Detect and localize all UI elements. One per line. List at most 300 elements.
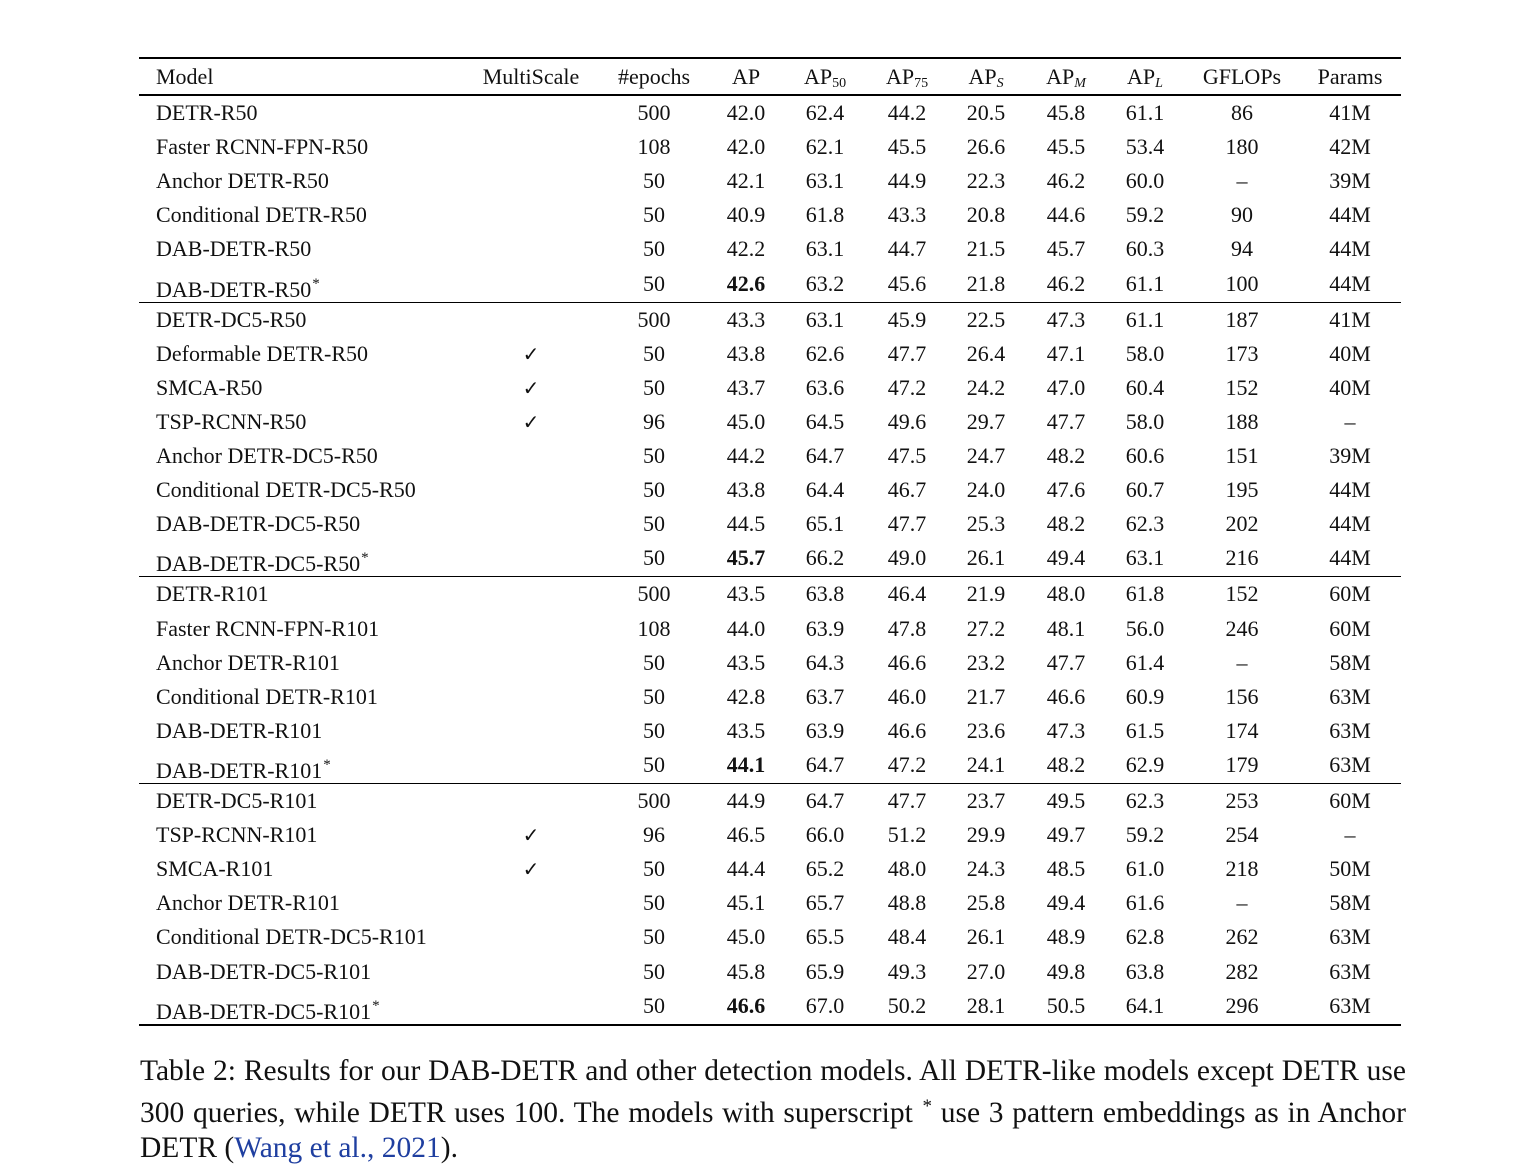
cell-ap75: 49.6 bbox=[887, 408, 927, 434]
header-ap50: $AP_{50}$ bbox=[803, 64, 847, 91]
cell-apm: 48.2 bbox=[1046, 751, 1086, 777]
cell-ap50: 64.7 bbox=[805, 443, 845, 468]
cell-apl: 58.0 bbox=[1125, 408, 1165, 434]
cell-params: 40M bbox=[1329, 340, 1371, 366]
cell-params: 58M bbox=[1329, 649, 1371, 675]
cell-params: 63M bbox=[1329, 751, 1371, 777]
header-params: Params bbox=[1317, 64, 1383, 89]
cell-ap: 46.5 bbox=[726, 822, 766, 848]
table-row bbox=[139, 405, 1401, 439]
cell-epochs: 50 bbox=[643, 649, 665, 675]
cell-params: 60M bbox=[1329, 581, 1371, 607]
cell-apm: 45.8 bbox=[1046, 100, 1086, 125]
cell-apl: 60.7 bbox=[1125, 477, 1165, 503]
table-row bbox=[139, 96, 1401, 130]
cell-apl: 60.0 bbox=[1125, 168, 1165, 194]
cell-ap50: 63.1 bbox=[805, 236, 845, 262]
cell-gflops: – bbox=[1236, 168, 1248, 194]
cell-gflops: 188 bbox=[1225, 408, 1259, 434]
cell-aps: 24.7 bbox=[966, 443, 1006, 468]
cell-ap50: 67.0 bbox=[805, 992, 845, 1018]
cell-apl: 59.2 bbox=[1125, 822, 1165, 848]
cell-apl: 63.8 bbox=[1125, 958, 1165, 984]
cell-apm: 47.1 bbox=[1046, 340, 1086, 366]
cell-ap75: 46.0 bbox=[887, 683, 927, 709]
cell-ap75: 47.2 bbox=[887, 751, 927, 777]
cell-gflops: 254 bbox=[1225, 822, 1259, 848]
table-row bbox=[139, 439, 1401, 473]
table-row bbox=[139, 612, 1401, 646]
cell-aps: 21.8 bbox=[966, 270, 1006, 296]
cell-gflops: – bbox=[1236, 649, 1248, 675]
cell-ap75: 47.7 bbox=[887, 511, 927, 537]
cell-ap: 44.2 bbox=[726, 443, 766, 468]
cell-aps: 27.2 bbox=[966, 615, 1006, 641]
cell-ap: 42.8 bbox=[726, 683, 766, 709]
cell-ap: 40.9 bbox=[726, 202, 766, 228]
header-apm: $AP_M$ bbox=[1046, 64, 1086, 91]
model-name: Faster RCNN-FPN-R50 bbox=[156, 134, 369, 160]
cell-apl: 61.1 bbox=[1125, 270, 1165, 296]
cell-params: 44M bbox=[1329, 202, 1371, 228]
superscript-star: * bbox=[312, 275, 320, 292]
cell-apl: 64.1 bbox=[1125, 992, 1165, 1018]
cell-params: 39M bbox=[1329, 168, 1371, 194]
cell-ap75: 46.7 bbox=[887, 477, 927, 503]
cell-epochs: 50 bbox=[643, 340, 665, 366]
model-name: DAB-DETR-R101* bbox=[156, 756, 331, 783]
cell-params: 41M bbox=[1329, 306, 1371, 332]
superscript-star: * bbox=[372, 997, 380, 1014]
cell-ap50: 65.5 bbox=[805, 924, 845, 950]
table-row bbox=[139, 164, 1401, 198]
cell-aps: 23.7 bbox=[966, 788, 1006, 813]
cell-ap: 42.0 bbox=[726, 134, 766, 160]
cell-apm: 46.2 bbox=[1046, 168, 1086, 194]
table-row bbox=[139, 748, 1401, 782]
multiscale-check-icon: ✓ bbox=[522, 823, 540, 848]
cell-ap50: 66.0 bbox=[805, 822, 845, 848]
cell-apl: 60.3 bbox=[1125, 236, 1165, 262]
cell-epochs: 50 bbox=[643, 856, 665, 882]
cell-params: 44M bbox=[1329, 511, 1371, 537]
cell-ap75: 51.2 bbox=[887, 822, 927, 848]
cell-apm: 47.3 bbox=[1046, 306, 1086, 332]
model-name: Anchor DETR-R50 bbox=[156, 168, 329, 194]
cell-epochs: 50 bbox=[643, 168, 665, 194]
cell-params: 44M bbox=[1329, 236, 1371, 262]
cell-params: – bbox=[1344, 822, 1356, 848]
model-name: DETR-R50 bbox=[156, 100, 258, 125]
cell-ap50: 62.4 bbox=[805, 100, 845, 125]
cell-gflops: 195 bbox=[1225, 477, 1259, 503]
table-row bbox=[139, 714, 1401, 748]
cell-ap75: 50.2 bbox=[887, 992, 927, 1018]
cell-gflops: 156 bbox=[1225, 683, 1259, 709]
cell-aps: 23.2 bbox=[966, 649, 1006, 675]
multiscale-check-icon: ✓ bbox=[522, 375, 540, 400]
cell-gflops: 100 bbox=[1225, 270, 1259, 296]
table-row bbox=[139, 989, 1401, 1023]
cell-ap: 43.3 bbox=[726, 306, 766, 332]
table-row bbox=[139, 507, 1401, 541]
cell-epochs: 50 bbox=[643, 270, 665, 296]
cell-epochs: 50 bbox=[643, 202, 665, 228]
cell-gflops: 202 bbox=[1225, 511, 1259, 537]
cell-params: 63M bbox=[1329, 992, 1371, 1018]
cell-ap: 42.1 bbox=[726, 168, 766, 194]
cell-apm: 49.5 bbox=[1046, 788, 1086, 813]
model-name: Conditional DETR-DC5-R101 bbox=[156, 924, 427, 950]
cell-ap: 45.8 bbox=[726, 958, 766, 984]
cell-apm: 45.5 bbox=[1046, 134, 1086, 160]
cell-aps: 28.1 bbox=[966, 992, 1006, 1018]
model-name: DAB-DETR-R50* bbox=[156, 275, 320, 302]
cell-ap50: 63.1 bbox=[805, 306, 845, 332]
cell-epochs: 50 bbox=[643, 236, 665, 262]
cell-aps: 24.0 bbox=[966, 477, 1006, 503]
header-epochs: #epochs bbox=[617, 64, 691, 89]
model-name: Conditional DETR-R101 bbox=[156, 683, 378, 709]
cell-ap50: 63.7 bbox=[805, 683, 845, 709]
header-apl: $AP_L$ bbox=[1127, 64, 1163, 91]
cell-ap50: 66.2 bbox=[805, 545, 845, 571]
cell-gflops: 262 bbox=[1225, 924, 1259, 950]
cell-epochs: 500 bbox=[637, 306, 671, 332]
cell-aps: 26.1 bbox=[966, 924, 1006, 950]
cell-params: 60M bbox=[1329, 788, 1371, 813]
cell-ap: 45.7 bbox=[726, 545, 766, 571]
cell-ap: 45.0 bbox=[726, 408, 766, 434]
table-row bbox=[139, 955, 1401, 989]
cell-ap50: 61.8 bbox=[805, 202, 845, 228]
cell-aps: 22.5 bbox=[966, 306, 1006, 332]
cell-ap50: 62.6 bbox=[805, 340, 845, 366]
cell-apm: 46.6 bbox=[1046, 683, 1086, 709]
cell-apl: 62.8 bbox=[1125, 924, 1165, 950]
cell-gflops: 246 bbox=[1225, 615, 1259, 641]
cell-params: 63M bbox=[1329, 683, 1371, 709]
header-model: Model bbox=[156, 64, 214, 89]
model-name: DETR-DC5-R50 bbox=[156, 306, 307, 332]
cell-aps: 21.5 bbox=[966, 236, 1006, 262]
cell-ap50: 64.3 bbox=[805, 649, 845, 675]
table-row bbox=[139, 473, 1401, 507]
cell-aps: 26.1 bbox=[966, 545, 1006, 571]
cell-ap75: 48.8 bbox=[887, 890, 927, 916]
cell-params: 44M bbox=[1329, 545, 1371, 571]
cell-ap75: 45.5 bbox=[887, 134, 927, 160]
cell-params: – bbox=[1344, 408, 1356, 434]
table-row bbox=[139, 852, 1401, 886]
cell-apl: 61.1 bbox=[1125, 306, 1165, 332]
cell-ap50: 64.7 bbox=[805, 751, 845, 777]
cell-ap: 43.5 bbox=[726, 649, 766, 675]
cell-apl: 56.0 bbox=[1125, 615, 1165, 641]
cell-gflops: 152 bbox=[1225, 581, 1259, 607]
cell-aps: 27.0 bbox=[966, 958, 1006, 984]
superscript-star: * bbox=[323, 756, 331, 773]
cell-gflops: 187 bbox=[1225, 306, 1259, 332]
cell-apm: 50.5 bbox=[1046, 992, 1086, 1018]
cell-apl: 61.6 bbox=[1125, 890, 1165, 916]
cell-ap50: 63.6 bbox=[805, 374, 845, 400]
cell-apl: 62.3 bbox=[1125, 788, 1165, 813]
cell-ap50: 63.9 bbox=[805, 717, 845, 743]
header-ap: AP bbox=[731, 64, 761, 89]
cell-epochs: 50 bbox=[643, 890, 665, 916]
cell-gflops: 94 bbox=[1231, 236, 1253, 262]
cell-ap: 43.8 bbox=[726, 340, 766, 366]
table-row bbox=[139, 784, 1401, 818]
cell-aps: 29.9 bbox=[966, 822, 1006, 848]
table-row bbox=[139, 541, 1401, 575]
model-name: TSP-RCNN-R50 bbox=[156, 408, 307, 434]
cell-params: 63M bbox=[1329, 958, 1371, 984]
model-name: Anchor DETR-R101 bbox=[156, 649, 340, 675]
header-aps: $AP_S$ bbox=[968, 64, 1004, 91]
model-name: Anchor DETR-R101 bbox=[156, 890, 340, 916]
cell-params: 63M bbox=[1329, 717, 1371, 743]
header-row bbox=[139, 60, 1401, 94]
cell-apl: 62.3 bbox=[1125, 511, 1165, 537]
model-name: Anchor DETR-DC5-R50 bbox=[156, 443, 378, 468]
cell-aps: 20.8 bbox=[966, 202, 1006, 228]
cell-ap50: 65.9 bbox=[805, 958, 845, 984]
cell-gflops: 296 bbox=[1225, 992, 1259, 1018]
cell-ap75: 43.3 bbox=[887, 202, 927, 228]
cell-ap75: 45.9 bbox=[887, 306, 927, 332]
multiscale-check-icon: ✓ bbox=[522, 341, 540, 366]
cell-ap50: 65.2 bbox=[805, 856, 845, 882]
table-row bbox=[139, 577, 1401, 611]
cell-params: 44M bbox=[1329, 477, 1371, 503]
cell-epochs: 50 bbox=[643, 511, 665, 537]
cell-epochs: 50 bbox=[643, 751, 665, 777]
model-name: DAB-DETR-R101 bbox=[156, 717, 323, 743]
model-name: SMCA-R101 bbox=[156, 856, 274, 882]
cell-epochs: 108 bbox=[637, 134, 671, 160]
cell-ap: 44.9 bbox=[726, 788, 766, 813]
cell-gflops: 216 bbox=[1225, 545, 1259, 571]
cell-gflops: 179 bbox=[1225, 751, 1259, 777]
cell-epochs: 50 bbox=[643, 477, 665, 503]
table-row bbox=[139, 198, 1401, 232]
cell-ap: 44.1 bbox=[726, 751, 766, 777]
cell-epochs: 50 bbox=[643, 683, 665, 709]
superscript-star: * bbox=[361, 550, 369, 567]
cell-epochs: 96 bbox=[643, 822, 665, 848]
cell-gflops: 180 bbox=[1225, 134, 1259, 160]
table-caption bbox=[140, 1054, 1406, 1166]
cell-apm: 49.4 bbox=[1046, 890, 1086, 916]
model-name: DETR-DC5-R101 bbox=[156, 788, 318, 813]
cell-aps: 24.1 bbox=[966, 751, 1006, 777]
cell-gflops: 152 bbox=[1225, 374, 1259, 400]
cell-ap50: 63.9 bbox=[805, 615, 845, 641]
cell-ap75: 44.7 bbox=[887, 236, 927, 262]
cell-gflops: 90 bbox=[1231, 202, 1253, 228]
cell-ap75: 47.7 bbox=[887, 340, 927, 366]
cell-gflops: 282 bbox=[1225, 958, 1259, 984]
cell-ap50: 64.5 bbox=[805, 408, 845, 434]
header-ap75: $AP_{75}$ bbox=[885, 64, 929, 91]
cell-epochs: 500 bbox=[637, 788, 671, 813]
table-row bbox=[139, 303, 1401, 337]
cell-apl: 59.2 bbox=[1125, 202, 1165, 228]
model-name: DAB-DETR-DC5-R50 bbox=[156, 511, 361, 537]
caption-text-2: use 3 pattern embeddings as in Anchor DETR ( bbox=[140, 1097, 1406, 1164]
cell-ap: 43.7 bbox=[726, 374, 766, 400]
cell-aps: 26.6 bbox=[966, 134, 1006, 160]
cell-params: 41M bbox=[1329, 100, 1371, 125]
cell-apm: 47.7 bbox=[1046, 649, 1086, 675]
multiscale-check-icon: ✓ bbox=[522, 409, 540, 434]
model-name: DAB-DETR-DC5-R50* bbox=[156, 550, 369, 577]
cell-params: 63M bbox=[1329, 924, 1371, 950]
cell-apm: 49.8 bbox=[1046, 958, 1086, 984]
cell-ap75: 49.3 bbox=[887, 958, 927, 984]
cell-params: 60M bbox=[1329, 615, 1371, 641]
cell-apm: 47.6 bbox=[1046, 477, 1086, 503]
cell-gflops: – bbox=[1236, 890, 1248, 916]
cell-apm: 49.7 bbox=[1046, 822, 1086, 848]
cell-apm: 44.6 bbox=[1046, 202, 1086, 228]
citation-link[interactable]: Wang et al., 2021 bbox=[234, 1132, 441, 1164]
cell-apl: 58.0 bbox=[1125, 340, 1165, 366]
model-name: DAB-DETR-R50 bbox=[156, 236, 312, 262]
cell-apl: 60.4 bbox=[1125, 374, 1165, 400]
model-name: Conditional DETR-DC5-R50 bbox=[156, 477, 416, 503]
cell-epochs: 50 bbox=[643, 924, 665, 950]
model-name: DAB-DETR-DC5-R101 bbox=[156, 958, 372, 984]
cell-apm: 48.2 bbox=[1046, 511, 1086, 537]
cell-ap75: 46.4 bbox=[887, 581, 927, 607]
bottom-rule bbox=[139, 1024, 1401, 1026]
cell-ap75: 48.0 bbox=[887, 856, 927, 882]
cell-aps: 22.3 bbox=[966, 168, 1006, 194]
cell-apm: 49.4 bbox=[1046, 545, 1086, 571]
top-rule bbox=[139, 57, 1401, 59]
cell-ap: 45.1 bbox=[726, 890, 766, 916]
cell-apm: 47.0 bbox=[1046, 374, 1086, 400]
cell-ap50: 65.1 bbox=[805, 511, 845, 537]
cell-apm: 47.7 bbox=[1046, 408, 1086, 434]
cell-ap75: 47.8 bbox=[887, 615, 927, 641]
cell-ap75: 47.5 bbox=[887, 443, 927, 468]
model-name: DETR-R101 bbox=[156, 581, 269, 607]
cell-gflops: 253 bbox=[1225, 788, 1259, 813]
cell-apm: 48.5 bbox=[1046, 856, 1086, 882]
model-name: SMCA-R50 bbox=[156, 374, 263, 400]
cell-apl: 60.9 bbox=[1125, 683, 1165, 709]
cell-epochs: 108 bbox=[637, 615, 671, 641]
cell-ap75: 46.6 bbox=[887, 649, 927, 675]
header-multiscale: MultiScale bbox=[482, 64, 580, 89]
multiscale-check-icon: ✓ bbox=[522, 857, 540, 882]
cell-ap: 42.2 bbox=[726, 236, 766, 262]
model-name: Faster RCNN-FPN-R101 bbox=[156, 615, 380, 641]
cell-ap50: 62.1 bbox=[805, 134, 845, 160]
cell-ap: 45.0 bbox=[726, 924, 766, 950]
cell-ap50: 63.1 bbox=[805, 168, 845, 194]
caption-text-1: Table 2: Results for our DAB-DETR and other detection models. All DETR-like models except DETR use 300 queries, while DETR uses 100. The models with superscript bbox=[140, 1055, 1406, 1129]
cell-ap50: 64.4 bbox=[805, 477, 845, 503]
cell-aps: 21.9 bbox=[966, 581, 1006, 607]
cell-params: 40M bbox=[1329, 374, 1371, 400]
cell-apl: 61.4 bbox=[1125, 649, 1165, 675]
cell-aps: 24.3 bbox=[966, 856, 1006, 882]
cell-epochs: 50 bbox=[643, 958, 665, 984]
table-row bbox=[139, 130, 1401, 164]
cell-apl: 61.1 bbox=[1125, 100, 1165, 125]
cell-ap75: 45.6 bbox=[887, 270, 927, 296]
cell-epochs: 50 bbox=[643, 992, 665, 1018]
cell-apm: 45.7 bbox=[1046, 236, 1086, 262]
cell-params: 50M bbox=[1329, 856, 1371, 882]
cell-apm: 48.9 bbox=[1046, 924, 1086, 950]
cell-ap75: 44.9 bbox=[887, 168, 927, 194]
cell-apm: 48.0 bbox=[1046, 581, 1086, 607]
cell-epochs: 50 bbox=[643, 374, 665, 400]
cell-apm: 47.3 bbox=[1046, 717, 1086, 743]
header-gflops: GFLOPs bbox=[1202, 64, 1282, 89]
model-name: DAB-DETR-DC5-R101* bbox=[156, 997, 380, 1024]
cell-ap: 42.0 bbox=[726, 100, 766, 125]
cell-aps: 25.8 bbox=[966, 890, 1006, 916]
caption-star: * bbox=[922, 1096, 932, 1117]
cell-apl: 62.9 bbox=[1125, 751, 1165, 777]
cell-ap: 44.5 bbox=[726, 511, 766, 537]
table-row bbox=[139, 646, 1401, 680]
table-row bbox=[139, 680, 1401, 714]
cell-epochs: 96 bbox=[643, 408, 665, 434]
cell-apm: 46.2 bbox=[1046, 270, 1086, 296]
cell-aps: 29.7 bbox=[966, 408, 1006, 434]
cell-ap: 43.5 bbox=[726, 581, 766, 607]
cell-apm: 48.1 bbox=[1046, 615, 1086, 641]
caption-text-3: ). bbox=[440, 1132, 458, 1164]
table-row bbox=[139, 232, 1401, 266]
cell-apl: 53.4 bbox=[1125, 134, 1165, 160]
cell-aps: 23.6 bbox=[966, 717, 1006, 743]
cell-params: 42M bbox=[1329, 134, 1371, 160]
cell-params: 44M bbox=[1329, 270, 1371, 296]
cell-gflops: 174 bbox=[1225, 717, 1259, 743]
cell-ap50: 63.8 bbox=[805, 581, 845, 607]
cell-aps: 21.7 bbox=[966, 683, 1006, 709]
cell-ap50: 63.2 bbox=[805, 270, 845, 296]
cell-ap75: 44.2 bbox=[887, 100, 927, 125]
cell-apm: 48.2 bbox=[1046, 443, 1086, 468]
cell-gflops: 86 bbox=[1231, 100, 1253, 125]
cell-apl: 63.1 bbox=[1125, 545, 1165, 571]
cell-ap: 44.4 bbox=[726, 856, 766, 882]
cell-ap: 43.8 bbox=[726, 477, 766, 503]
cell-ap: 46.6 bbox=[726, 992, 766, 1018]
cell-epochs: 500 bbox=[637, 100, 671, 125]
cell-apl: 60.6 bbox=[1125, 443, 1165, 468]
model-name: Deformable DETR-R50 bbox=[156, 340, 368, 366]
cell-ap75: 49.0 bbox=[887, 545, 927, 571]
cell-ap: 44.0 bbox=[726, 615, 766, 641]
table-row bbox=[139, 920, 1401, 954]
cell-aps: 25.3 bbox=[966, 511, 1006, 537]
table-row bbox=[139, 267, 1401, 301]
cell-epochs: 500 bbox=[637, 581, 671, 607]
cell-apl: 61.5 bbox=[1125, 717, 1165, 743]
cell-apl: 61.0 bbox=[1125, 856, 1165, 882]
